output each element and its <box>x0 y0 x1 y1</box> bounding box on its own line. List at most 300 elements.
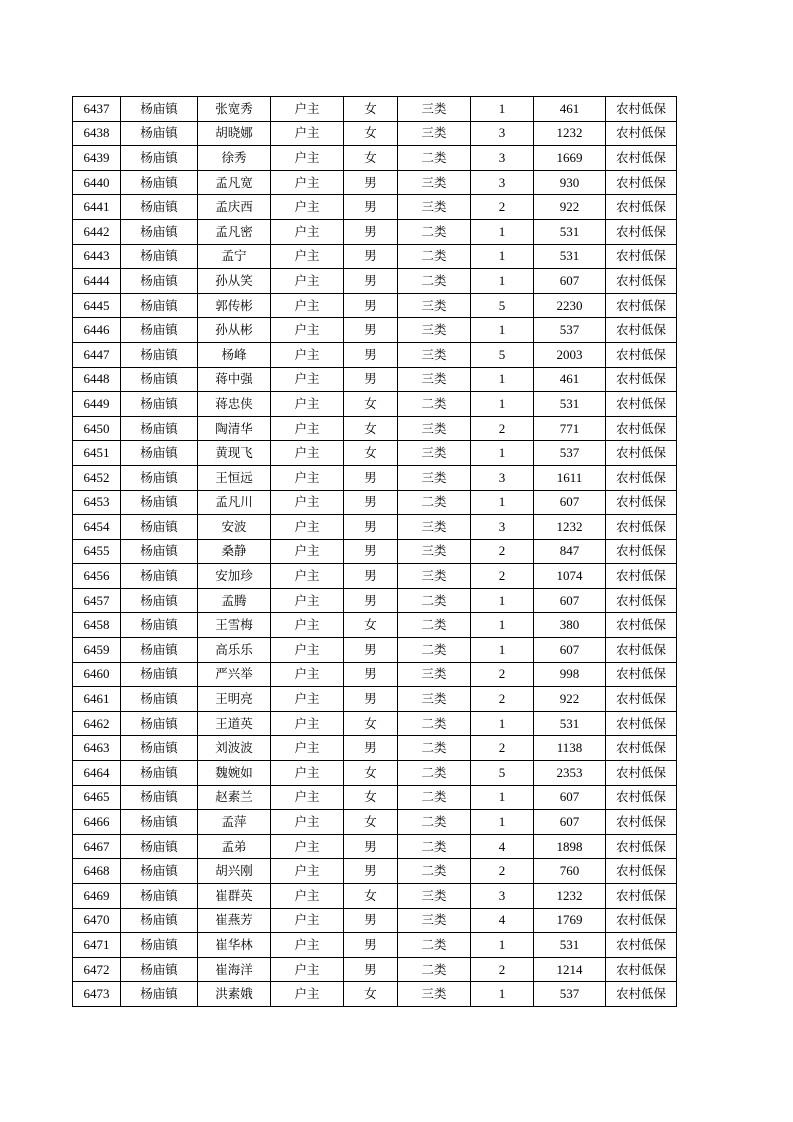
relation-cell: 户主 <box>271 736 344 761</box>
amount-cell: 2230 <box>534 293 606 318</box>
gender-cell: 女 <box>344 416 398 441</box>
name-cell: 王道英 <box>198 711 271 736</box>
household-size-cell: 4 <box>471 908 534 933</box>
relation-cell: 户主 <box>271 465 344 490</box>
name-cell: 洪素娥 <box>198 982 271 1007</box>
relation-cell: 户主 <box>271 908 344 933</box>
assistance-type-cell: 农村低保 <box>606 318 677 343</box>
gender-cell: 女 <box>344 810 398 835</box>
household-size-cell: 1 <box>471 392 534 417</box>
assistance-type-cell: 农村低保 <box>606 638 677 663</box>
town-cell: 杨庙镇 <box>121 884 198 909</box>
town-cell: 杨庙镇 <box>121 736 198 761</box>
table-row <box>73 982 677 1007</box>
category-cell: 二类 <box>398 736 471 761</box>
relation-cell: 户主 <box>271 810 344 835</box>
serial-number-cell: 6460 <box>73 662 121 687</box>
serial-number-cell: 6440 <box>73 170 121 195</box>
household-size-cell: 1 <box>471 441 534 466</box>
assistance-type-cell: 农村低保 <box>606 711 677 736</box>
assistance-type-cell: 农村低保 <box>606 269 677 294</box>
relation-cell: 户主 <box>271 269 344 294</box>
town-cell: 杨庙镇 <box>121 269 198 294</box>
name-cell: 孙从笑 <box>198 269 271 294</box>
name-cell: 孟腾 <box>198 588 271 613</box>
category-cell: 三类 <box>398 441 471 466</box>
amount-cell: 607 <box>534 810 606 835</box>
town-cell: 杨庙镇 <box>121 170 198 195</box>
assistance-type-cell: 农村低保 <box>606 933 677 958</box>
name-cell: 赵素兰 <box>198 785 271 810</box>
town-cell: 杨庙镇 <box>121 957 198 982</box>
amount-cell: 1769 <box>534 908 606 933</box>
name-cell: 孟弟 <box>198 834 271 859</box>
amount-cell: 531 <box>534 711 606 736</box>
gender-cell: 女 <box>344 441 398 466</box>
gender-cell: 男 <box>344 957 398 982</box>
gender-cell: 男 <box>344 465 398 490</box>
town-cell: 杨庙镇 <box>121 761 198 786</box>
serial-number-cell: 6458 <box>73 613 121 638</box>
category-cell: 三类 <box>398 515 471 540</box>
name-cell: 王雪梅 <box>198 613 271 638</box>
table-row <box>73 515 677 540</box>
relation-cell: 户主 <box>271 318 344 343</box>
assistance-type-cell: 农村低保 <box>606 244 677 269</box>
household-size-cell: 1 <box>471 711 534 736</box>
assistance-type-cell: 农村低保 <box>606 662 677 687</box>
relation-cell: 户主 <box>271 687 344 712</box>
amount-cell: 1898 <box>534 834 606 859</box>
serial-number-cell: 6467 <box>73 834 121 859</box>
household-size-cell: 1 <box>471 367 534 392</box>
serial-number-cell: 6441 <box>73 195 121 220</box>
table-row <box>73 736 677 761</box>
serial-number-cell: 6454 <box>73 515 121 540</box>
category-cell: 二类 <box>398 933 471 958</box>
serial-number-cell: 6470 <box>73 908 121 933</box>
gender-cell: 男 <box>344 170 398 195</box>
gender-cell: 男 <box>344 539 398 564</box>
serial-number-cell: 6465 <box>73 785 121 810</box>
assistance-type-cell: 农村低保 <box>606 490 677 515</box>
name-cell: 孟宁 <box>198 244 271 269</box>
table-row <box>73 957 677 982</box>
table-row <box>73 195 677 220</box>
serial-number-cell: 6450 <box>73 416 121 441</box>
serial-number-cell: 6452 <box>73 465 121 490</box>
town-cell: 杨庙镇 <box>121 244 198 269</box>
household-size-cell: 5 <box>471 761 534 786</box>
town-cell: 杨庙镇 <box>121 539 198 564</box>
serial-number-cell: 6445 <box>73 293 121 318</box>
assistance-type-cell: 农村低保 <box>606 613 677 638</box>
beneficiary-table <box>72 96 677 1007</box>
relation-cell: 户主 <box>271 121 344 146</box>
gender-cell: 男 <box>344 490 398 515</box>
category-cell: 二类 <box>398 219 471 244</box>
household-size-cell: 1 <box>471 219 534 244</box>
amount-cell: 1138 <box>534 736 606 761</box>
amount-cell: 537 <box>534 441 606 466</box>
amount-cell: 2003 <box>534 342 606 367</box>
relation-cell: 户主 <box>271 97 344 122</box>
household-size-cell: 2 <box>471 416 534 441</box>
assistance-type-cell: 农村低保 <box>606 392 677 417</box>
household-size-cell: 3 <box>471 146 534 171</box>
household-size-cell: 1 <box>471 318 534 343</box>
gender-cell: 男 <box>344 933 398 958</box>
gender-cell: 男 <box>344 367 398 392</box>
name-cell: 孟凡密 <box>198 219 271 244</box>
town-cell: 杨庙镇 <box>121 613 198 638</box>
serial-number-cell: 6446 <box>73 318 121 343</box>
gender-cell: 女 <box>344 392 398 417</box>
gender-cell: 女 <box>344 785 398 810</box>
relation-cell: 户主 <box>271 588 344 613</box>
gender-cell: 男 <box>344 908 398 933</box>
gender-cell: 女 <box>344 761 398 786</box>
relation-cell: 户主 <box>271 146 344 171</box>
serial-number-cell: 6471 <box>73 933 121 958</box>
assistance-type-cell: 农村低保 <box>606 736 677 761</box>
relation-cell: 户主 <box>271 834 344 859</box>
town-cell: 杨庙镇 <box>121 515 198 540</box>
gender-cell: 女 <box>344 121 398 146</box>
assistance-type-cell: 农村低保 <box>606 564 677 589</box>
assistance-type-cell: 农村低保 <box>606 908 677 933</box>
name-cell: 孟庆西 <box>198 195 271 220</box>
assistance-type-cell: 农村低保 <box>606 884 677 909</box>
name-cell: 徐秀 <box>198 146 271 171</box>
household-size-cell: 1 <box>471 97 534 122</box>
category-cell: 三类 <box>398 342 471 367</box>
serial-number-cell: 6457 <box>73 588 121 613</box>
table-row <box>73 564 677 589</box>
table-row <box>73 588 677 613</box>
name-cell: 孟凡川 <box>198 490 271 515</box>
relation-cell: 户主 <box>271 342 344 367</box>
amount-cell: 1669 <box>534 146 606 171</box>
name-cell: 刘波波 <box>198 736 271 761</box>
table-row <box>73 687 677 712</box>
gender-cell: 女 <box>344 884 398 909</box>
name-cell: 严兴举 <box>198 662 271 687</box>
amount-cell: 537 <box>534 982 606 1007</box>
name-cell: 郭传彬 <box>198 293 271 318</box>
household-size-cell: 2 <box>471 564 534 589</box>
household-size-cell: 2 <box>471 957 534 982</box>
gender-cell: 男 <box>344 687 398 712</box>
name-cell: 王恒远 <box>198 465 271 490</box>
table-row <box>73 711 677 736</box>
assistance-type-cell: 农村低保 <box>606 588 677 613</box>
town-cell: 杨庙镇 <box>121 711 198 736</box>
relation-cell: 户主 <box>271 293 344 318</box>
household-size-cell: 2 <box>471 195 534 220</box>
category-cell: 三类 <box>398 687 471 712</box>
gender-cell: 男 <box>344 244 398 269</box>
relation-cell: 户主 <box>271 638 344 663</box>
amount-cell: 760 <box>534 859 606 884</box>
name-cell: 蒋中强 <box>198 367 271 392</box>
table-row <box>73 613 677 638</box>
amount-cell: 1232 <box>534 884 606 909</box>
relation-cell: 户主 <box>271 490 344 515</box>
town-cell: 杨庙镇 <box>121 367 198 392</box>
name-cell: 魏婉如 <box>198 761 271 786</box>
name-cell: 崔海洋 <box>198 957 271 982</box>
relation-cell: 户主 <box>271 785 344 810</box>
name-cell: 崔群英 <box>198 884 271 909</box>
relation-cell: 户主 <box>271 195 344 220</box>
serial-number-cell: 6455 <box>73 539 121 564</box>
serial-number-cell: 6443 <box>73 244 121 269</box>
category-cell: 二类 <box>398 711 471 736</box>
serial-number-cell: 6472 <box>73 957 121 982</box>
assistance-type-cell: 农村低保 <box>606 121 677 146</box>
assistance-type-cell: 农村低保 <box>606 195 677 220</box>
category-cell: 二类 <box>398 834 471 859</box>
relation-cell: 户主 <box>271 761 344 786</box>
name-cell: 孟凡宽 <box>198 170 271 195</box>
table-row <box>73 293 677 318</box>
assistance-type-cell: 农村低保 <box>606 761 677 786</box>
relation-cell: 户主 <box>271 219 344 244</box>
household-size-cell: 2 <box>471 736 534 761</box>
table-row <box>73 342 677 367</box>
gender-cell: 男 <box>344 638 398 663</box>
table-row <box>73 416 677 441</box>
gender-cell: 女 <box>344 146 398 171</box>
amount-cell: 531 <box>534 219 606 244</box>
gender-cell: 男 <box>344 293 398 318</box>
name-cell: 孙从彬 <box>198 318 271 343</box>
category-cell: 三类 <box>398 982 471 1007</box>
gender-cell: 男 <box>344 269 398 294</box>
town-cell: 杨庙镇 <box>121 638 198 663</box>
relation-cell: 户主 <box>271 564 344 589</box>
name-cell: 胡晓娜 <box>198 121 271 146</box>
household-size-cell: 1 <box>471 613 534 638</box>
household-size-cell: 2 <box>471 859 534 884</box>
table-row <box>73 121 677 146</box>
town-cell: 杨庙镇 <box>121 416 198 441</box>
category-cell: 二类 <box>398 588 471 613</box>
name-cell: 桑静 <box>198 539 271 564</box>
table-row <box>73 219 677 244</box>
category-cell: 三类 <box>398 293 471 318</box>
gender-cell: 男 <box>344 588 398 613</box>
name-cell: 崔燕芳 <box>198 908 271 933</box>
table-row <box>73 244 677 269</box>
household-size-cell: 3 <box>471 884 534 909</box>
household-size-cell: 2 <box>471 687 534 712</box>
town-cell: 杨庙镇 <box>121 441 198 466</box>
assistance-type-cell: 农村低保 <box>606 293 677 318</box>
category-cell: 三类 <box>398 121 471 146</box>
serial-number-cell: 6464 <box>73 761 121 786</box>
household-size-cell: 5 <box>471 293 534 318</box>
gender-cell: 女 <box>344 97 398 122</box>
table-row <box>73 859 677 884</box>
relation-cell: 户主 <box>271 859 344 884</box>
serial-number-cell: 6456 <box>73 564 121 589</box>
table-row <box>73 785 677 810</box>
name-cell: 杨峰 <box>198 342 271 367</box>
amount-cell: 380 <box>534 613 606 638</box>
amount-cell: 922 <box>534 687 606 712</box>
amount-cell: 771 <box>534 416 606 441</box>
table-row <box>73 490 677 515</box>
relation-cell: 户主 <box>271 884 344 909</box>
table-row <box>73 908 677 933</box>
category-cell: 二类 <box>398 269 471 294</box>
relation-cell: 户主 <box>271 367 344 392</box>
assistance-type-cell: 农村低保 <box>606 146 677 171</box>
household-size-cell: 3 <box>471 465 534 490</box>
assistance-type-cell: 农村低保 <box>606 170 677 195</box>
amount-cell: 1232 <box>534 515 606 540</box>
serial-number-cell: 6449 <box>73 392 121 417</box>
assistance-type-cell: 农村低保 <box>606 982 677 1007</box>
amount-cell: 1074 <box>534 564 606 589</box>
household-size-cell: 2 <box>471 662 534 687</box>
category-cell: 三类 <box>398 884 471 909</box>
category-cell: 三类 <box>398 367 471 392</box>
name-cell: 王明亮 <box>198 687 271 712</box>
household-size-cell: 1 <box>471 588 534 613</box>
table-body <box>73 97 677 1007</box>
serial-number-cell: 6459 <box>73 638 121 663</box>
assistance-type-cell: 农村低保 <box>606 441 677 466</box>
gender-cell: 男 <box>344 859 398 884</box>
household-size-cell: 1 <box>471 785 534 810</box>
amount-cell: 607 <box>534 638 606 663</box>
household-size-cell: 1 <box>471 244 534 269</box>
table-row <box>73 97 677 122</box>
town-cell: 杨庙镇 <box>121 465 198 490</box>
category-cell: 二类 <box>398 392 471 417</box>
household-size-cell: 3 <box>471 170 534 195</box>
amount-cell: 461 <box>534 97 606 122</box>
relation-cell: 户主 <box>271 416 344 441</box>
assistance-type-cell: 农村低保 <box>606 785 677 810</box>
gender-cell: 男 <box>344 195 398 220</box>
town-cell: 杨庙镇 <box>121 785 198 810</box>
household-size-cell: 3 <box>471 121 534 146</box>
town-cell: 杨庙镇 <box>121 982 198 1007</box>
category-cell: 二类 <box>398 146 471 171</box>
gender-cell: 男 <box>344 736 398 761</box>
name-cell: 胡兴刚 <box>198 859 271 884</box>
serial-number-cell: 6442 <box>73 219 121 244</box>
name-cell: 陶清华 <box>198 416 271 441</box>
amount-cell: 1611 <box>534 465 606 490</box>
gender-cell: 女 <box>344 613 398 638</box>
amount-cell: 461 <box>534 367 606 392</box>
serial-number-cell: 6453 <box>73 490 121 515</box>
category-cell: 三类 <box>398 662 471 687</box>
category-cell: 三类 <box>398 465 471 490</box>
amount-cell: 531 <box>534 392 606 417</box>
relation-cell: 户主 <box>271 170 344 195</box>
serial-number-cell: 6448 <box>73 367 121 392</box>
category-cell: 二类 <box>398 761 471 786</box>
relation-cell: 户主 <box>271 613 344 638</box>
assistance-type-cell: 农村低保 <box>606 367 677 392</box>
household-size-cell: 5 <box>471 342 534 367</box>
category-cell: 三类 <box>398 318 471 343</box>
relation-cell: 户主 <box>271 933 344 958</box>
town-cell: 杨庙镇 <box>121 293 198 318</box>
town-cell: 杨庙镇 <box>121 810 198 835</box>
serial-number-cell: 6451 <box>73 441 121 466</box>
name-cell: 蒋忠侠 <box>198 392 271 417</box>
table-row <box>73 761 677 786</box>
town-cell: 杨庙镇 <box>121 121 198 146</box>
serial-number-cell: 6462 <box>73 711 121 736</box>
relation-cell: 户主 <box>271 957 344 982</box>
town-cell: 杨庙镇 <box>121 392 198 417</box>
serial-number-cell: 6468 <box>73 859 121 884</box>
name-cell: 崔华林 <box>198 933 271 958</box>
gender-cell: 男 <box>344 662 398 687</box>
category-cell: 三类 <box>398 539 471 564</box>
town-cell: 杨庙镇 <box>121 908 198 933</box>
category-cell: 三类 <box>398 908 471 933</box>
household-size-cell: 1 <box>471 810 534 835</box>
assistance-type-cell: 农村低保 <box>606 810 677 835</box>
gender-cell: 女 <box>344 711 398 736</box>
gender-cell: 男 <box>344 342 398 367</box>
relation-cell: 户主 <box>271 244 344 269</box>
serial-number-cell: 6437 <box>73 97 121 122</box>
relation-cell: 户主 <box>271 515 344 540</box>
assistance-type-cell: 农村低保 <box>606 957 677 982</box>
serial-number-cell: 6438 <box>73 121 121 146</box>
serial-number-cell: 6466 <box>73 810 121 835</box>
amount-cell: 607 <box>534 490 606 515</box>
gender-cell: 男 <box>344 564 398 589</box>
gender-cell: 男 <box>344 515 398 540</box>
table-row <box>73 834 677 859</box>
town-cell: 杨庙镇 <box>121 97 198 122</box>
amount-cell: 607 <box>534 588 606 613</box>
category-cell: 二类 <box>398 244 471 269</box>
assistance-type-cell: 农村低保 <box>606 97 677 122</box>
amount-cell: 607 <box>534 785 606 810</box>
table-row <box>73 465 677 490</box>
table-row <box>73 933 677 958</box>
table-row <box>73 441 677 466</box>
table-row <box>73 146 677 171</box>
town-cell: 杨庙镇 <box>121 564 198 589</box>
serial-number-cell: 6463 <box>73 736 121 761</box>
serial-number-cell: 6439 <box>73 146 121 171</box>
relation-cell: 户主 <box>271 441 344 466</box>
assistance-type-cell: 农村低保 <box>606 416 677 441</box>
category-cell: 二类 <box>398 613 471 638</box>
relation-cell: 户主 <box>271 539 344 564</box>
amount-cell: 531 <box>534 933 606 958</box>
amount-cell: 922 <box>534 195 606 220</box>
serial-number-cell: 6473 <box>73 982 121 1007</box>
name-cell: 安波 <box>198 515 271 540</box>
town-cell: 杨庙镇 <box>121 318 198 343</box>
table-row <box>73 539 677 564</box>
amount-cell: 1232 <box>534 121 606 146</box>
